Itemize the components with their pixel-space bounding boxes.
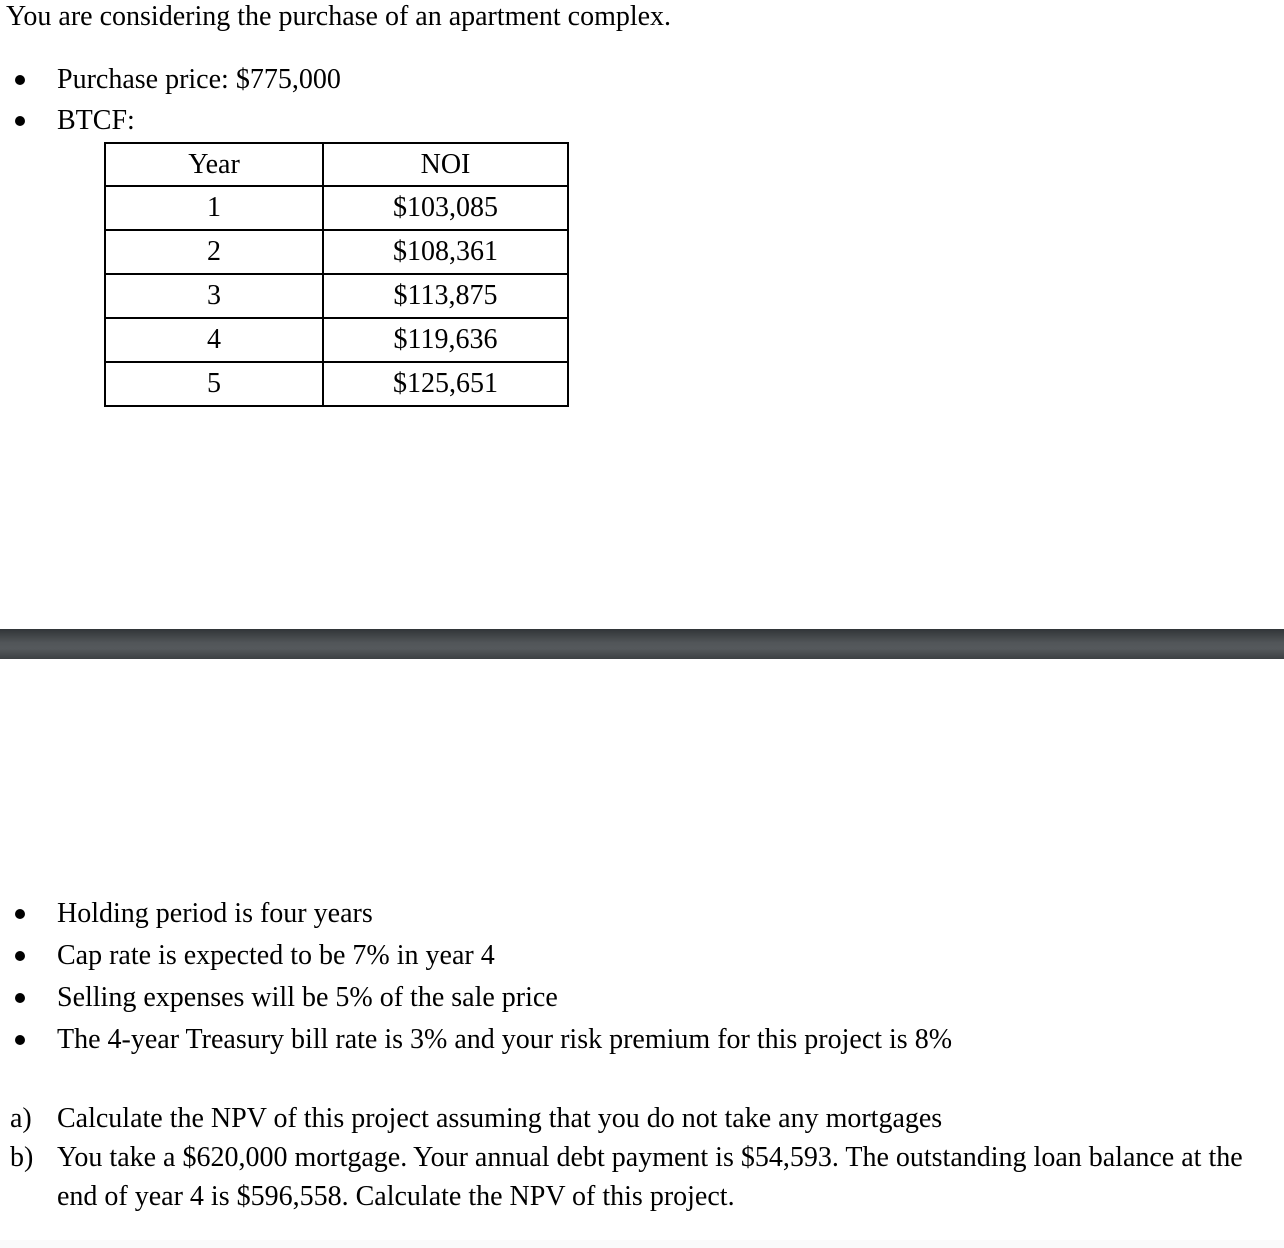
bullet-icon [15, 1035, 25, 1045]
bullet-treasury-rate-text: The 4-year Treasury bill rate is 3% and your risk premium for this project is 8% [57, 1024, 953, 1055]
bullet-btcf-text: BTCF: [57, 105, 135, 136]
noi-cell: $113,875 [323, 274, 568, 318]
table-header-noi: NOI [323, 143, 568, 186]
year-cell: 1 [105, 186, 323, 230]
year-cell: 2 [105, 230, 323, 274]
bullet-cap-rate-text: Cap rate is expected to be 7% in year 4 [57, 940, 495, 971]
table-row [105, 230, 568, 274]
bullet-selling-expenses-text: Selling expenses will be 5% of the sale price [57, 982, 558, 1013]
noi-cell: $119,636 [323, 318, 568, 362]
noi-cell: $125,651 [323, 362, 568, 406]
table-header-year: Year [105, 143, 323, 186]
table-row [105, 186, 568, 230]
question-b-text: You take a $620,000 mortgage. Your annual debt payment is $54,593. The outstanding loan balance at the end of year 4 is $596,558. Calculate the NPV of this project. [57, 1142, 1243, 1212]
bottom-page-edge [0, 1240, 1284, 1248]
table-row [105, 362, 568, 406]
bullet-treasury-rate [0, 1023, 1284, 1057]
bullet-icon [15, 951, 25, 961]
year-cell: 5 [105, 362, 323, 406]
intro-text: You are considering the purchase of an apartment complex. [6, 1, 672, 32]
question-a-text: Calculate the NPV of this project assuming that you do not take any mortgages [57, 1103, 943, 1134]
page-break-separator [0, 629, 1284, 659]
bullet-holding-period-text: Holding period is four years [57, 898, 373, 929]
question-a [0, 1099, 1247, 1138]
bullet-cap-rate [0, 939, 1284, 973]
noi-table [104, 142, 569, 407]
bullet-icon [15, 909, 25, 919]
question-b-label: b) [10, 1142, 34, 1173]
bullet-icon [15, 75, 25, 85]
noi-cell: $108,361 [323, 230, 568, 274]
year-cell: 3 [105, 274, 323, 318]
bullet-btcf [0, 104, 1284, 138]
question-a-label: a) [10, 1103, 32, 1134]
question-b [0, 1138, 1247, 1216]
table-row [105, 274, 568, 318]
bullet-icon [15, 116, 25, 126]
table-row [105, 318, 568, 362]
noi-cell: $103,085 [323, 186, 568, 230]
bullet-purchase-price-text: Purchase price: $775,000 [57, 64, 341, 95]
table-header-row [105, 143, 568, 186]
year-cell: 4 [105, 318, 323, 362]
bullet-icon [15, 993, 25, 1003]
bullet-selling-expenses [0, 981, 1284, 1015]
bullet-purchase-price [0, 63, 1284, 97]
bullet-holding-period [0, 897, 1284, 931]
